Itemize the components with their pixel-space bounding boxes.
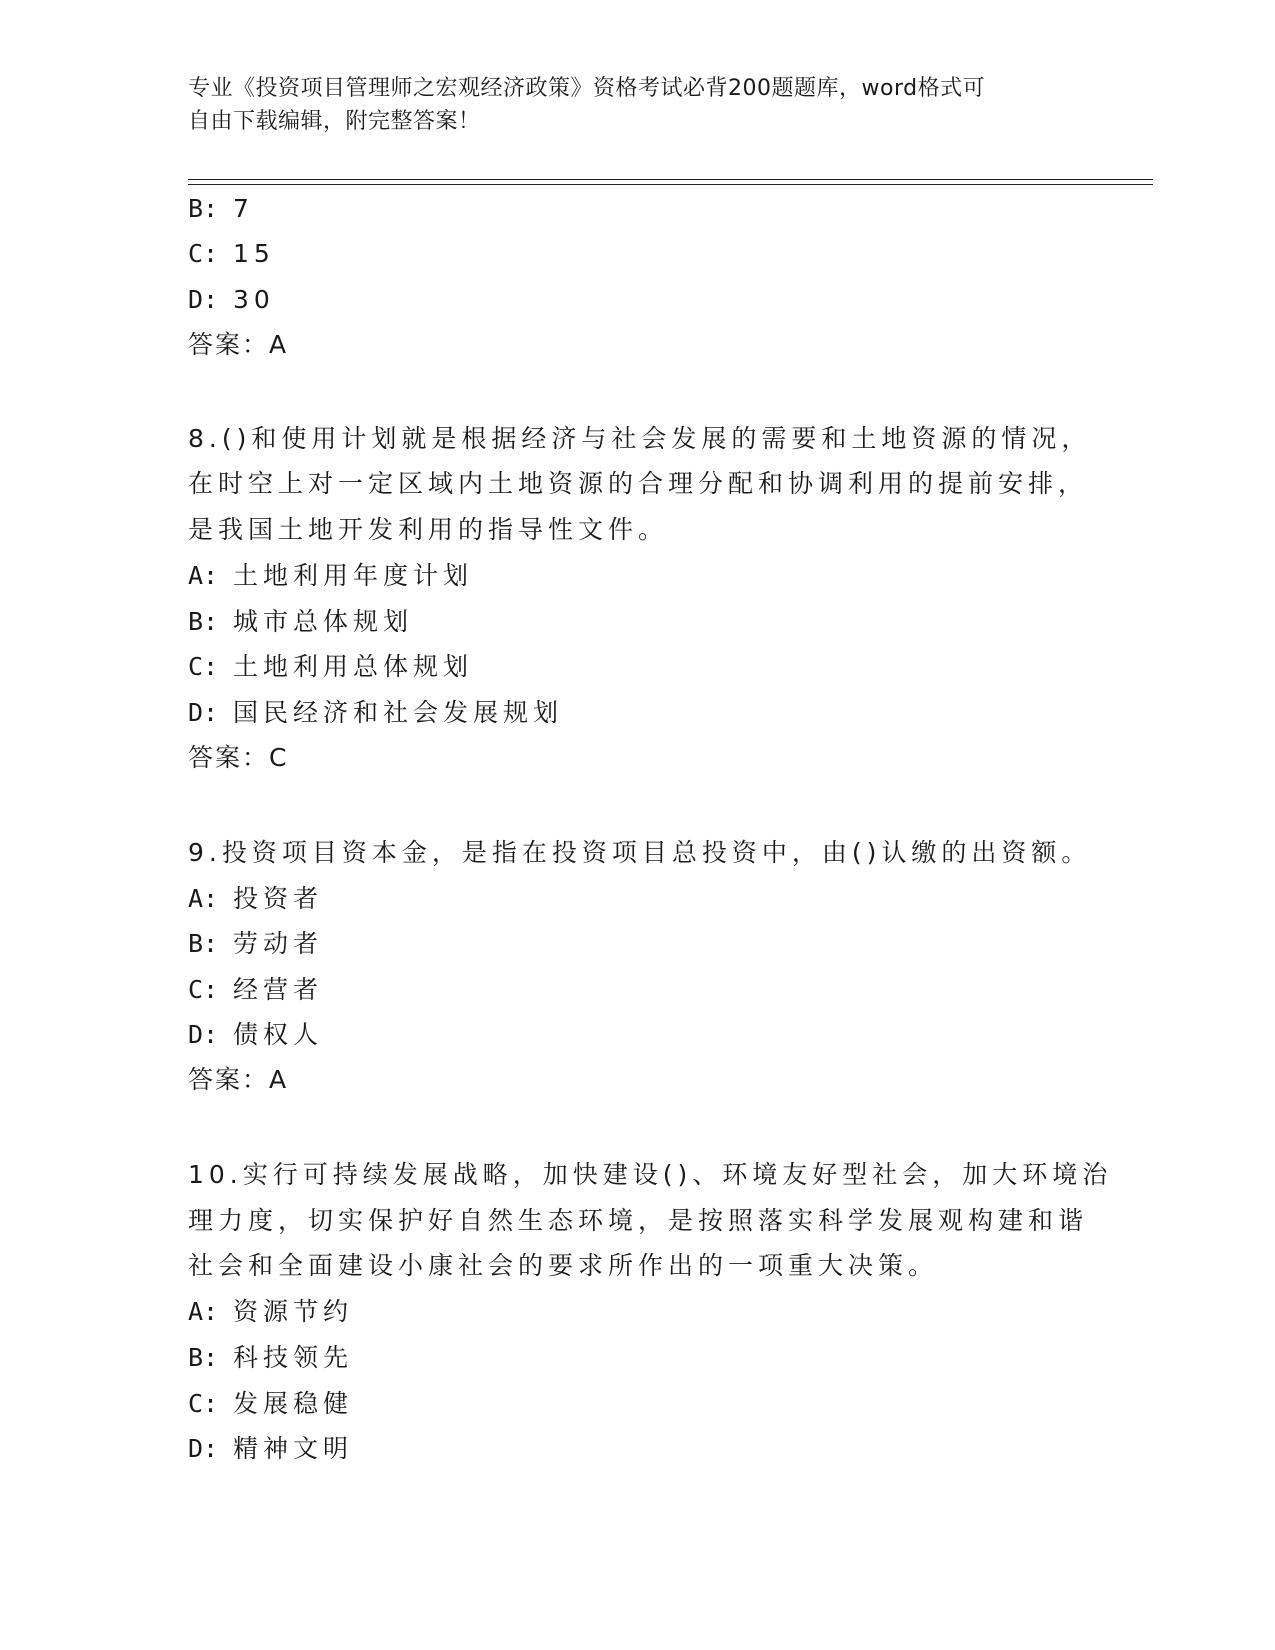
option-letter: A: (188, 561, 219, 590)
option-letter: B: (188, 929, 219, 958)
answer-line (188, 330, 287, 360)
option-text: 债权人 (233, 1020, 324, 1049)
option-b (188, 929, 323, 959)
option-text: 投资者 (233, 884, 324, 913)
option-letter: C: (188, 975, 219, 1004)
option-letter: B: (188, 194, 219, 223)
option-text: 劳动者 (233, 929, 324, 958)
option-text: 土地利用总体规划 (233, 652, 474, 681)
option-d (188, 698, 563, 728)
option-d (188, 1020, 323, 1050)
option-d (188, 285, 275, 315)
option-letter: D: (188, 1020, 219, 1049)
document-header (188, 72, 1088, 138)
option-b (188, 194, 254, 224)
header-line-2: 自由下载编辑，附完整答案！ (188, 109, 481, 134)
option-text: 土地利用年度计划 (233, 561, 474, 590)
question-9-line-1: 9.投资项目资本金，是指在投资项目总投资中，由()认缴的出资额。 (188, 838, 1092, 867)
option-text: 15 (233, 239, 275, 268)
option-c (188, 239, 275, 269)
option-letter: C: (188, 652, 219, 681)
question-10-line-1: 10.实行可持续发展战略，加快建设()、环境友好型社会，加大环境治 (188, 1160, 1113, 1189)
answer-label: 答案： (188, 1065, 270, 1094)
header-line-1: 专业《投资项目管理师之宏观经济政策》资格考试必背200题题库，word格式可 (188, 76, 986, 101)
answer-label: 答案： (188, 330, 270, 359)
header-rule-bottom (188, 184, 1153, 185)
answer-line (188, 743, 287, 773)
option-letter: C: (188, 239, 219, 268)
option-a (188, 884, 323, 914)
question-10-line-2: 理力度，切实保护好自然生态环境，是按照落实科学发展观构建和谐 (188, 1206, 1089, 1235)
option-text: 城市总体规划 (233, 607, 414, 636)
option-letter: D: (188, 1434, 219, 1463)
option-a (188, 561, 473, 591)
option-text: 7 (233, 194, 254, 223)
option-letter: D: (188, 285, 219, 314)
answer-value: C (269, 743, 288, 772)
option-c (188, 652, 473, 682)
option-c (188, 975, 323, 1005)
option-b (188, 607, 413, 637)
answer-value: A (269, 1065, 288, 1094)
option-d (188, 1434, 353, 1464)
question-8-line-3: 是我国土地开发利用的指导性文件。 (188, 515, 669, 544)
option-text: 发展稳健 (233, 1389, 354, 1418)
answer-value: A (269, 330, 288, 359)
answer-label: 答案： (188, 743, 270, 772)
option-text: 国民经济和社会发展规划 (233, 698, 564, 727)
question-10-line-3: 社会和全面建设小康社会的要求所作出的一项重大决策。 (188, 1251, 939, 1280)
answer-line (188, 1065, 287, 1095)
option-text: 科技领先 (233, 1343, 354, 1372)
option-letter: D: (188, 698, 219, 727)
option-b (188, 1343, 353, 1373)
option-text: 30 (233, 285, 275, 314)
option-text: 经营者 (233, 975, 324, 1004)
option-c (188, 1389, 353, 1419)
option-letter: C: (188, 1389, 219, 1418)
option-a (188, 1297, 353, 1327)
question-8-line-1: 8.()和使用计划就是根据经济与社会发展的需要和土地资源的情况， (188, 424, 1092, 453)
option-letter: B: (188, 1343, 219, 1372)
option-letter: B: (188, 607, 219, 636)
option-text: 精神文明 (233, 1434, 354, 1463)
option-text: 资源节约 (233, 1297, 354, 1326)
option-letter: A: (188, 884, 219, 913)
header-rule-top (188, 179, 1153, 180)
option-letter: A: (188, 1297, 219, 1326)
question-8-line-2: 在时空上对一定区域内土地资源的合理分配和协调利用的提前安排， (188, 469, 1089, 498)
